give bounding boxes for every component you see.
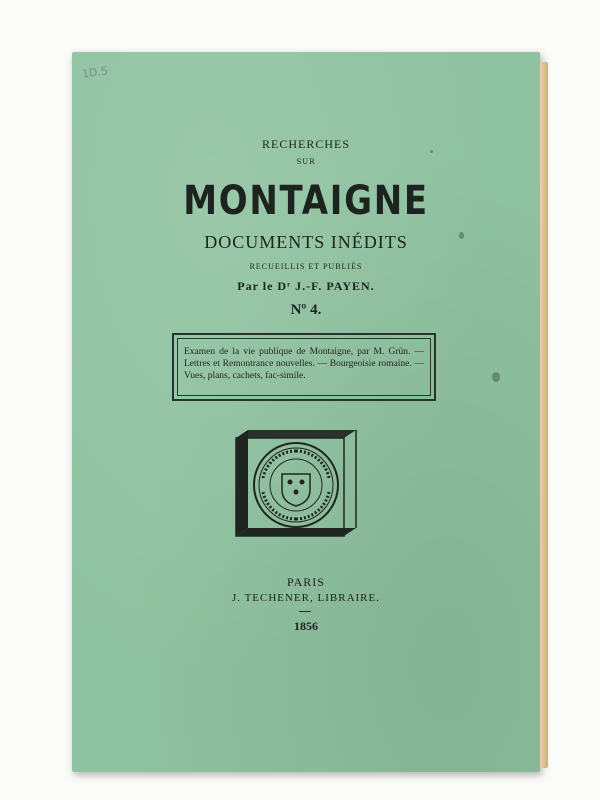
- pencil-inscription: 1D.5: [81, 64, 109, 81]
- volume-number: Nº 4.: [290, 302, 322, 318]
- author-line: Par le Dʳ J.-F. PAYEN.: [237, 279, 375, 293]
- publisher: J. TECHENER, LIBRAIRE.: [232, 592, 380, 604]
- seal-stamp-illustration: [234, 428, 358, 544]
- page-edges: [540, 62, 548, 768]
- collected-line: RECUEILLIS ET PUBLIÉS: [249, 262, 363, 271]
- title-main: MONTAIGNE: [183, 178, 429, 224]
- divider-rule: [299, 611, 311, 612]
- title-sur: SUR: [296, 158, 316, 166]
- foxing-spot: [492, 372, 500, 382]
- contents-box: [172, 333, 436, 401]
- title-top: RECHERCHES: [261, 137, 350, 151]
- contents-text: Examen de la vie publique de Montaigne, par M. Grün. — Lettres et Remontrance nouvelles. — Bourgeoisie romaine. — Vues, plans, cachets, fac-simile.: [177, 338, 431, 396]
- foxing-spot: [430, 150, 433, 153]
- subtitle: DOCUMENTS INÉDITS: [204, 232, 408, 252]
- foxing-spot: [459, 232, 464, 239]
- publication-year: 1856: [294, 619, 318, 633]
- publication-place: PARIS: [287, 575, 325, 589]
